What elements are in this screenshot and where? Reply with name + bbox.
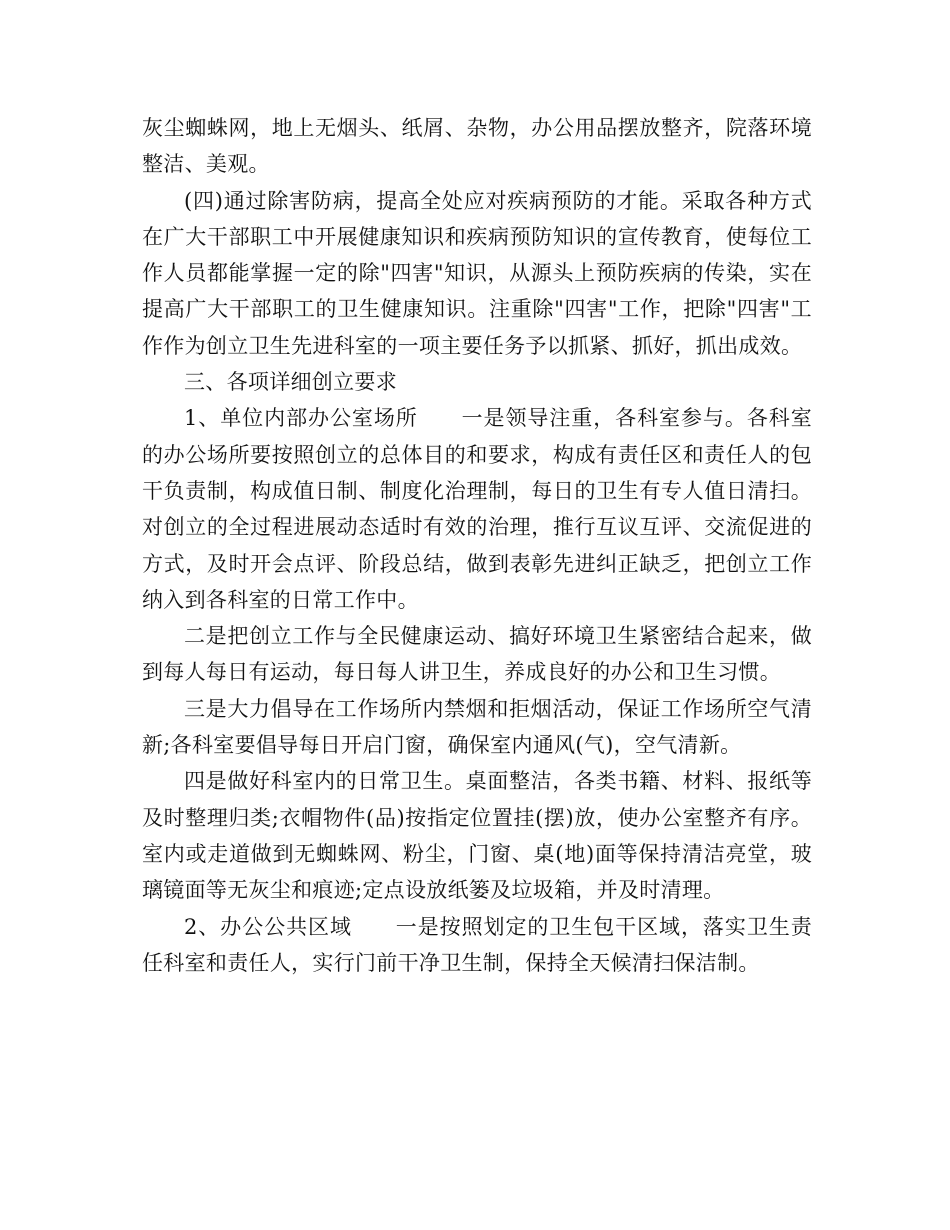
- document-body: [142, 110, 812, 981]
- paragraph-point-three: 三是大力倡导在工作场所内禁烟和拒烟活动，保证工作场所空气清新;各科室要倡导每日开启门窗，确保室内通风(气)，空气清新。: [142, 696, 812, 758]
- paragraph-office-premises: 1、单位内部办公室场所 一是领导注重，各科室参与。各科室的办公场所要按照创立的总体目的和要求，构成有责任区和责任人的包干负责制，构成值日制、制度化治理制，每日的卫生有专人值日清扫。对创立的全过程进展动态适时有效的治理，推行互议互评、交流促进的方式，及时开会点评、阶段总结，做到表彰先进纠正缺乏，把创立工作纳入到各科室的日常工作中。: [142, 406, 812, 612]
- paragraph-continuation: 灰尘蜘蛛网，地上无烟头、纸屑、杂物，办公用品摆放整齐，院落环境整洁、美观。: [142, 116, 812, 177]
- section-heading-three: 三、各项详细创立要求: [184, 370, 397, 395]
- paragraph-point-four: 四是做好科室内的日常卫生。桌面整洁，各类书籍、材料、报纸等及时整理归类;衣帽物件(品)按指定位置挂(摆)放，使办公室整齐有序。室内或走道做到无蜘蛛网、粉尘，门窗、桌(地)面等保持清洁亮堂，玻璃镜面等无灰尘和痕迹;定点设放纸篓及垃圾箱，并及时清理。: [142, 769, 812, 903]
- paragraph-section-four: (四)通过除害防病，提高全处应对疾病预防的才能。采取各种方式在广大干部职工中开展健康知识和疾病预防知识的宣传教育，使每位工作人员都能掌握一定的除"四害"知识，从源头上预防疾病的传染，实在提高广大干部职工的卫生健康知识。注重除"四害"工作，把除"四害"工作作为创立卫生先进科室的一项主要任务予以抓紧、抓好，抓出成效。: [142, 188, 812, 358]
- paragraph-public-area: 2、办公公共区域 一是按照划定的卫生包干区域，落实卫生责任科室和责任人，实行门前干净卫生制，保持全天候清扫保洁制。: [142, 914, 812, 975]
- paragraph-point-two: 二是把创立工作与全民健康运动、搞好环境卫生紧密结合起来，做到每人每日有运动，每日每人讲卫生，养成良好的办公和卫生习惯。: [142, 624, 812, 685]
